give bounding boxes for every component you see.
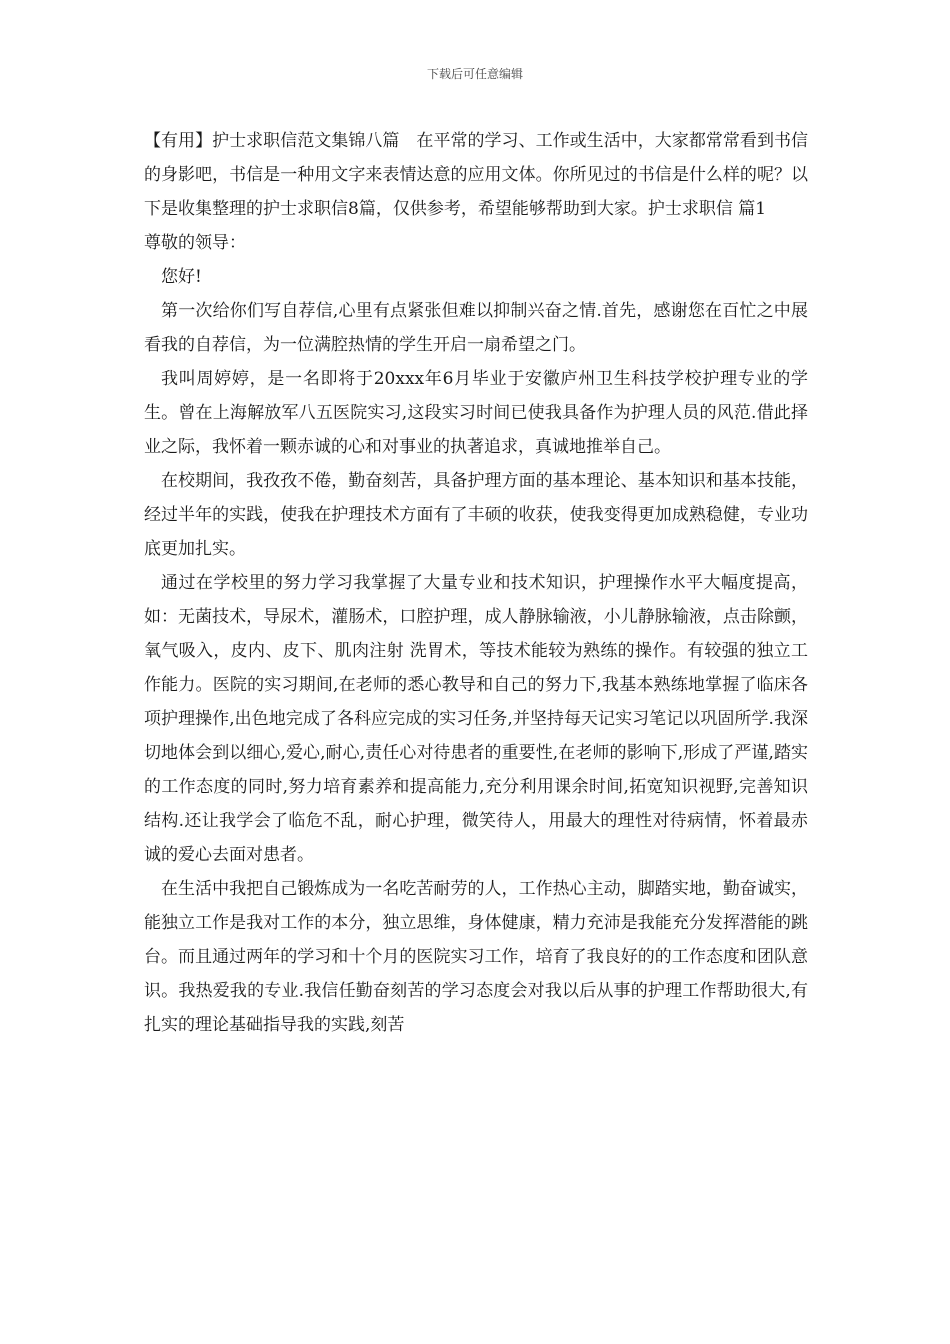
salutation: 尊敬的领导： [144,233,246,253]
body-paragraph-3: 在校期间，我孜孜不倦，勤奋刻苦，具备护理方面的基本理论、基本知识和基本技能，经过半年的实践，使我在护理技术方面有了丰硕的收获，使我变得更加成熟稳健，专业功底更加扎实。 [144,471,808,559]
body-paragraph-5: 在生活中我把自己锻炼成为一名吃苦耐劳的人，工作热心主动，脚踏实地，勤奋诚实，能独立工作是我对工作的本分，独立思维，身体健康，精力充沛是我能充分发挥潜能的跳台。而且通过两年的学习和十个月的医院实习工作，培育了我良好的的工作态度和团队意识。我热爱我的专业.我信任勤奋刻苦的学习态度会对我以后从事的护理工作帮助很大,有扎实的理论基础指导我的实践,刻苦 [144,879,808,1035]
greeting: 您好! [161,267,202,287]
intro-paragraph: 【有用】护士求职信范文集锦八篇 在平常的学习、工作或生活中，大家都常常看到书信的身影吧，书信是一种用文字来表情达意的应用文体。你所见过的书信是什么样的呢？以下是收集整理的护士求职信8篇，仅供参考，希望能够帮助到大家。护士求职信 篇1 [144,131,808,219]
page-header-note: 下载后可任意编辑 [426,67,523,81]
body-paragraph-4: 通过在学校里的努力学习我掌握了大量专业和技术知识，护理操作水平大幅度提高，如：无菌技术，导尿术，灌肠术，口腔护理，成人静脉输液，小儿静脉输液，点击除颤，氧气吸入，皮内、皮下、肌肉注射 洗胃术，等技术能较为熟练的操作。有较强的独立工作能力。医院的实习期间,在老师的悉心教导和自己的努力下,我基本熟练地掌握了临床各项护理操作,出色地完成了各科应完成的实习任务,并坚持每天记实习笔记以巩固所学.我深切地体会到以细心,爱心,耐心,责任心对待患者的重要性,在老师的影响下,形成了严谨,踏实的工作态度的同时,努力培育素养和提高能力,充分利用课余时间,拓宽知识视野,完善知识结构.还让我学会了临危不乱，耐心护理，微笑待人，用最大的理性对待病情，怀着最赤诚的爱心去面对患者。 [144,573,808,865]
body-paragraph-1: 第一次给你们写自荐信,心里有点紧张但难以抑制兴奋之情.首先，感谢您在百忙之中展看我的自荐信，为一位满腔热情的学生开启一扇希望之门。 [144,301,808,355]
body-paragraph-2: 我叫周婷婷，是一名即将于20xxx年6月毕业于安徽庐州卫生科技学校护理专业的学生。曾在上海解放军八五医院实习,这段实习时间已使我具备作为护理人员的风范.借此择业之际，我怀着一颗赤诚的心和对事业的执著追求，真诚地推举自己。 [144,369,808,457]
document-body [144,124,808,1042]
